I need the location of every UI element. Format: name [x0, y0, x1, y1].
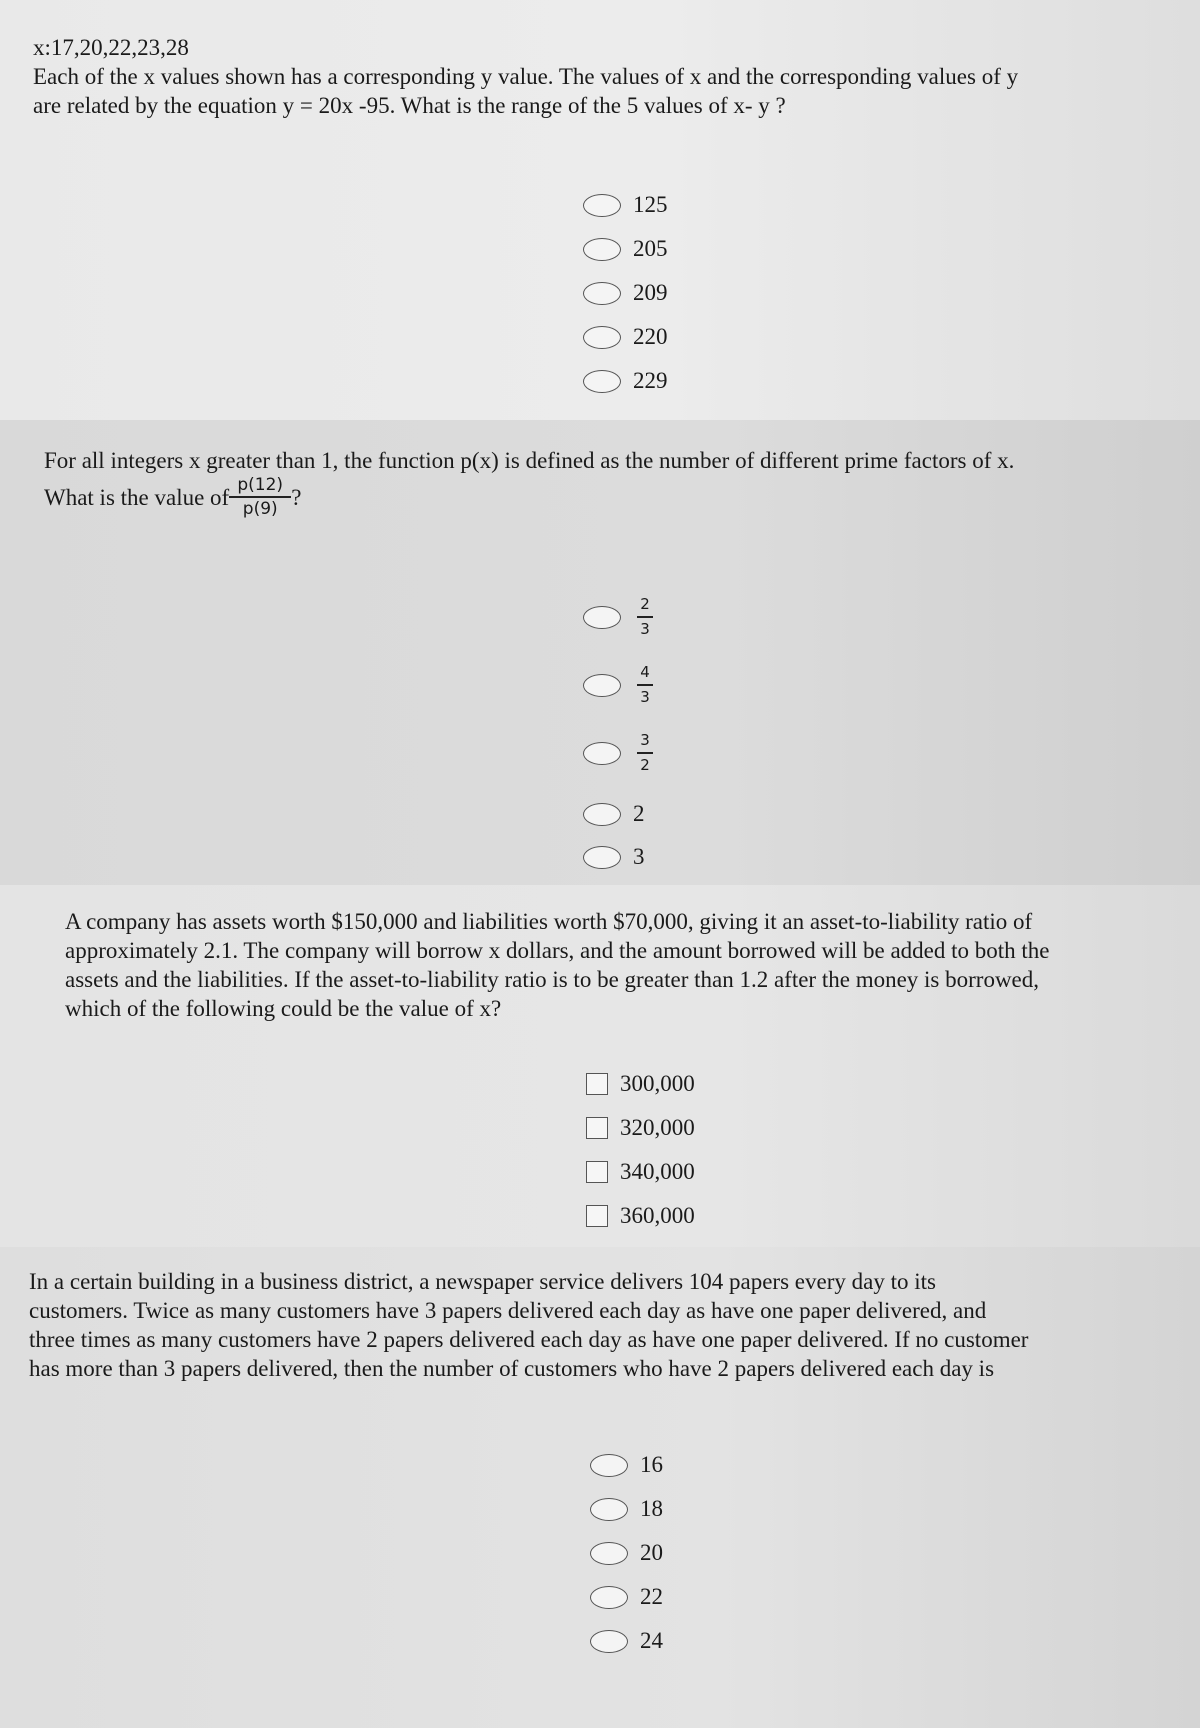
question-4-text [29, 1267, 1028, 1383]
q4-option-4[interactable] [590, 1581, 663, 1613]
q3-line-1: A company has assets worth $150,000 and liabilities worth $70,000, giving it an asset-to-liability ratio of [65, 909, 1033, 934]
radio-button[interactable] [583, 194, 621, 217]
radio-button[interactable] [583, 846, 621, 869]
fraction-label [637, 732, 653, 774]
question-4-panel [0, 1247, 1200, 1728]
q2-line-2 [44, 475, 1014, 519]
q2-fraction-denominator: p(9) [242, 498, 278, 519]
q3-option-4[interactable] [586, 1200, 695, 1232]
radio-button[interactable] [590, 1542, 628, 1565]
q4-line-1: In a certain building in a business district, a newspaper service delivers 104 papers every day to its [29, 1269, 936, 1294]
radio-button[interactable] [583, 326, 621, 349]
q1-line-2: Each of the x values shown has a corresponding y value. The values of x and the corresponding values of y [33, 64, 1019, 89]
q4-option-3[interactable] [590, 1537, 663, 1569]
q1-option-2[interactable] [583, 233, 668, 265]
option-label: 24 [640, 1628, 663, 1653]
option-label: 320,000 [620, 1115, 695, 1140]
option-label: 300,000 [620, 1071, 695, 1096]
option-label: 16 [640, 1452, 663, 1477]
q4-option-1[interactable] [590, 1449, 663, 1481]
fraction-denominator: 3 [640, 619, 650, 638]
radio-button[interactable] [590, 1454, 628, 1477]
q1-option-5[interactable] [583, 365, 668, 397]
question-3-text [65, 907, 1050, 1023]
q4-line-3: three times as many customers have 2 papers delivered each day as have one paper delivered. If no customer [29, 1327, 1029, 1352]
fraction-numerator: 2 [640, 595, 650, 614]
q1-x-values: x:17,20,22,23,28 [33, 35, 189, 60]
q2-option-4[interactable] [583, 798, 645, 830]
fraction-bar [229, 496, 291, 498]
q2-option-3[interactable] [583, 728, 653, 778]
q2-option-5[interactable] [583, 841, 645, 873]
q2-line-1: For all integers x greater than 1, the function p(x) is defined as the number of different prime factors of x. [44, 448, 1015, 473]
option-label: 360,000 [620, 1203, 695, 1228]
radio-button[interactable] [583, 282, 621, 305]
radio-button[interactable] [590, 1630, 628, 1653]
q4-line-4: has more than 3 papers delivered, then the number of customers who have 2 papers delivered each day is [29, 1356, 995, 1381]
option-label: 18 [640, 1496, 663, 1521]
question-1-text [33, 33, 1018, 120]
option-label: 205 [633, 236, 668, 261]
fraction-numerator: 4 [640, 663, 650, 682]
radio-button[interactable] [583, 238, 621, 261]
q4-option-5[interactable] [590, 1625, 663, 1657]
radio-button[interactable] [583, 742, 621, 765]
fraction-denominator: 3 [640, 687, 650, 706]
radio-button[interactable] [590, 1498, 628, 1521]
option-label: 220 [633, 324, 668, 349]
option-label: 229 [633, 368, 668, 393]
q3-line-2: approximately 2.1. The company will borrow x dollars, and the amount borrowed will be added to both the [65, 938, 1050, 963]
q3-option-3[interactable] [586, 1156, 695, 1188]
option-label: 340,000 [620, 1159, 695, 1184]
q1-option-3[interactable] [583, 277, 668, 309]
q1-option-4[interactable] [583, 321, 668, 353]
question-3-panel [0, 885, 1200, 1247]
checkbox[interactable] [586, 1161, 608, 1183]
fraction-bar [637, 684, 653, 686]
fraction-numerator: 3 [640, 731, 650, 750]
radio-button[interactable] [583, 370, 621, 393]
q3-line-4: which of the following could be the value of x? [65, 996, 502, 1021]
q2-option-2[interactable] [583, 660, 653, 710]
q2-fraction [229, 475, 291, 519]
option-label: 209 [633, 280, 668, 305]
checkbox[interactable] [586, 1073, 608, 1095]
q2-option-1[interactable] [583, 592, 653, 642]
q2-line-2-prefix: What is the value of [44, 485, 230, 511]
option-label: 3 [633, 844, 645, 869]
q2-line-2-suffix: ? [291, 485, 302, 511]
checkbox[interactable] [586, 1205, 608, 1227]
fraction-bar [637, 616, 653, 618]
q3-option-2[interactable] [586, 1112, 695, 1144]
checkbox[interactable] [586, 1117, 608, 1139]
radio-button[interactable] [590, 1586, 628, 1609]
radio-button[interactable] [583, 606, 621, 629]
radio-button[interactable] [583, 803, 621, 826]
option-label: 20 [640, 1540, 663, 1565]
q3-option-1[interactable] [586, 1068, 695, 1100]
q1-option-1[interactable] [583, 189, 668, 221]
option-label: 2 [633, 801, 645, 826]
radio-button[interactable] [583, 674, 621, 697]
fraction-label [637, 596, 653, 638]
fraction-label [637, 664, 653, 706]
question-1-panel [0, 0, 1200, 420]
q3-line-3: assets and the liabilities. If the asset-to-liability ratio is to be greater than 1.2 after the money is borrowed, [65, 967, 1040, 992]
q4-line-2: customers. Twice as many customers have 3 papers delivered each day as have one paper delivered, and [29, 1298, 987, 1323]
option-label: 22 [640, 1584, 663, 1609]
fraction-denominator: 2 [640, 755, 650, 774]
fraction-bar [637, 752, 653, 754]
q2-fraction-numerator: p(12) [237, 475, 284, 495]
q4-option-2[interactable] [590, 1493, 663, 1525]
option-label: 125 [633, 192, 668, 217]
question-2-panel [0, 420, 1200, 885]
q1-line-3: are related by the equation y = 20x -95. What is the range of the 5 values of x- y ? [33, 93, 786, 118]
question-2-text [44, 446, 1014, 519]
